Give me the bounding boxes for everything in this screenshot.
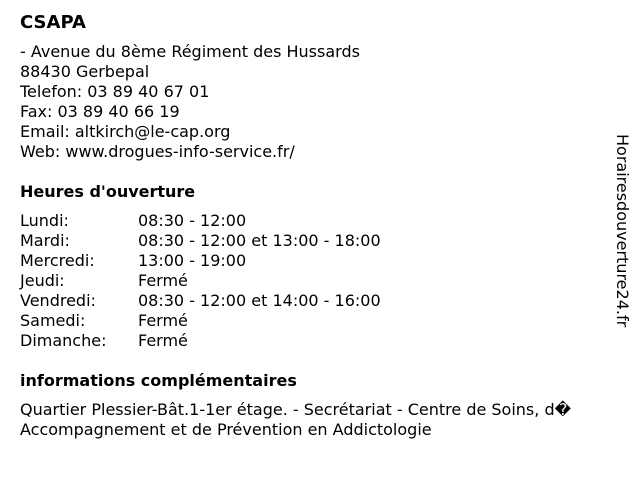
day-hours: 08:30 - 12:00 et 13:00 - 18:00: [138, 231, 381, 250]
fax-number: Fax: 03 89 40 66 19: [20, 102, 180, 121]
website-address: Web: www.drogues-info-service.fr/: [20, 142, 295, 161]
site-watermark-text: Horairesdouverture24.fr: [613, 134, 632, 328]
hours-row-sunday: [20, 331, 620, 351]
day-hours: 08:30 - 12:00 et 14:00 - 16:00: [138, 291, 381, 310]
phone-number: Telefon: 03 89 40 67 01: [20, 82, 210, 101]
business-info-page: [20, 10, 620, 440]
additional-info-line: Quartier Plessier-Bât.1-1er étage. - Secrétariat - Centre de Soins, d�: [20, 400, 571, 419]
day-hours: Fermé: [138, 271, 188, 290]
page-title: CSAPA: [20, 12, 86, 33]
hours-row-wednesday: [20, 251, 620, 271]
address-line-street: - Avenue du 8ème Régiment des Hussards: [20, 42, 360, 61]
day-label: Mercredi:: [20, 251, 95, 270]
day-hours: Fermé: [138, 311, 188, 330]
opening-hours-heading: Heures d'ouverture: [20, 182, 196, 201]
day-label: Jeudi:: [20, 271, 65, 290]
additional-info-text: [20, 400, 630, 440]
hours-row-monday: [20, 211, 620, 231]
hours-row-saturday: [20, 311, 620, 331]
day-hours: 08:30 - 12:00: [138, 211, 247, 230]
hours-row-tuesday: [20, 231, 620, 251]
email-address: Email: altkirch@le-cap.org: [20, 122, 231, 141]
day-label: Vendredi:: [20, 291, 96, 310]
additional-info-line: Accompagnement et de Prévention en Addictologie: [20, 420, 432, 439]
hours-row-thursday: [20, 271, 620, 291]
day-label: Mardi:: [20, 231, 70, 250]
hours-row-friday: [20, 291, 620, 311]
day-label: Dimanche:: [20, 331, 107, 350]
day-hours: 13:00 - 19:00: [138, 251, 247, 270]
address-line-city: 88430 Gerbepal: [20, 62, 150, 81]
additional-info-heading: informations complémentaires: [20, 371, 297, 390]
day-hours: Fermé: [138, 331, 188, 350]
contact-block: [20, 42, 620, 162]
site-watermark: [612, 134, 632, 344]
day-label: Lundi:: [20, 211, 69, 230]
day-label: Samedi:: [20, 311, 86, 330]
opening-hours-table: [20, 211, 620, 351]
